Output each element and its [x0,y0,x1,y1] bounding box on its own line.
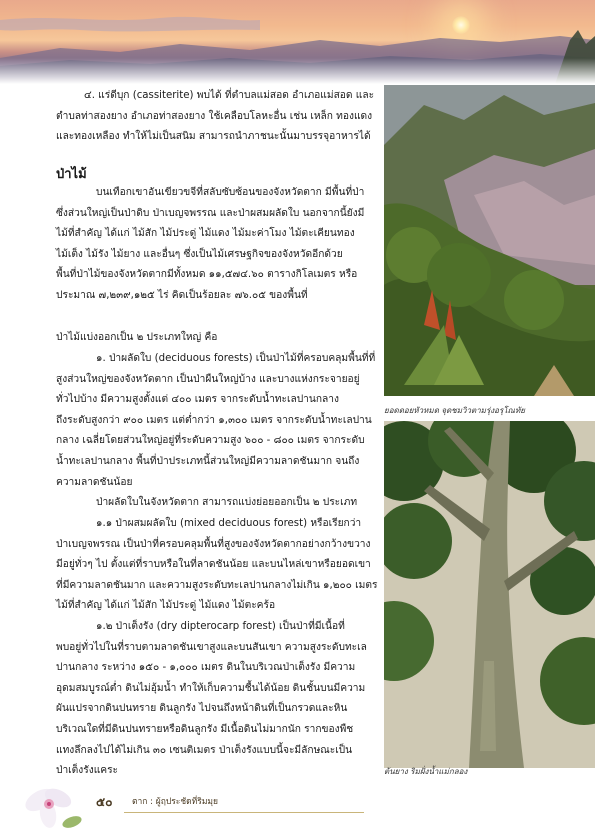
mountain-photo-art [384,85,595,396]
text-line: และทองเหลือง ทำให้ไม่เป็นสนิม สามารถนำภาชนะนั้นมาบรรจุอาหารได้ [56,131,371,143]
text-line: ถึงระดับสูงกว่า ๙๐๐ เมตร แต่ต่ำกว่า ๑,๓๐๐ เมตร จากระดับน้ำทะเลปาน [56,414,372,426]
text-line: ป่าเต็งรังแคระ [56,765,119,777]
orchid-decoration [0,770,595,836]
bottom-photo-caption: ต้นยาง ริมฝั่งน้ำแม่กลอง [384,767,468,776]
text-line: ที่มีความลาดชันมาก และความสูงระดับทะเลปานกลางไม่เกิน ๑,๒๐๐ เมตร [56,579,378,591]
text-line: ๑. ป่าผลัดใบ (deciduous forests) เป็นป่าไม้ที่ครอบคลุมพื้นที่ที่ [96,353,376,364]
mixed-deciduous-paragraph [56,514,378,617]
text-line: ๑.๑ ป่าผสมผลัดใบ (mixed deciduous forest) หรือเรียกว่า [96,518,362,529]
text-line: ป่าเบญจพรรณ เป็นป่าที่ครอบคลุมพื้นที่สูงของจังหวัดตากอย่างกว้างขวาง [56,538,371,550]
text-line: ตำบลท่าสองยาง อำเภอท่าสองยาง ใช้เคลือบโลหะอื่น เช่น เหล็ก ทองแดง [56,110,373,122]
text-line: ประมาณ ๗,๒๓๙,๑๒๕ ไร่ คิดเป็นร้อยละ ๗๖.๐๕ ของพื้นที่ [56,289,308,301]
section-title: ป่าไม้ [56,167,87,182]
text-line: ความลาดชันน้อย [56,476,133,488]
text-line: พบอยู่ทั่วไปในที่ราบตามลาดชันเขาสูงและบนสันเขา ความสูงระดับทะเล [56,641,367,653]
footer-title: ตาก : ผู้ฤประชัดที่ริมมุย [132,797,219,807]
forest-paragraph [56,183,370,307]
text-line: แทงลึกลงไปได้ไม่เกิน ๓๐ เซนติเมตร ป่าเต็งรังแบบนี้จะมีลักษณะเป็น [56,744,353,756]
text-line: ๑.๒ ป่าเต็งรัง (dry dipterocarp forest) เป็นป่าที่มีเนื้อที่ [96,621,345,632]
text-line: ไม้เต็ง ไม้รัง ไม้ยาง และอื่นๆ ซึ่งเป็นไม้เศรษฐกิจของจังหวัดอีกด้วย [56,248,343,260]
text-line: ป่าไม้แบ่งออกเป็น ๒ ประเภทใหญ่ คือ [56,332,218,343]
page-number: ๕๐ [96,795,113,809]
subtypes-intro [56,493,370,514]
deciduous-paragraph [56,349,376,493]
header-banner [0,0,595,84]
text-line: ไม้ที่สำคัญ ได้แก่ ไม้สัก ไม้ประดู่ ไม้แดง ไม้มะค่าโมง ไม้ตะเคียนทอง [56,228,355,240]
dipterocarp-paragraph [56,617,370,782]
tree-photo-art [384,421,595,768]
text-line: น้ำทะเลปานกลาง พื้นที่ป่าประเภทนี้ส่วนใหญ่มีความลาดชันมาก จนถึง [56,455,360,467]
text-line: ปานกลาง ระหว่าง ๑๕๐ - ๑,๐๐๐ เมตร ดินในบริเวณป่าเต็งรัง มีความ [56,662,356,674]
text-line: ผันแปรจากดินปนทราย ดินลูกรัง ไปจนถึงหน้าดินที่เป็นกรวดและหิน [56,703,348,715]
text-line: ไม้ที่สำคัญ ได้แก่ ไม้สัก ไม้ประดู่ ไม้แดง ไม้ตะคร้อ [56,600,276,612]
top-photo-caption: ยอดดอยหัวหมด จุดชมวิวตามรุ่งอรุโณทัย [384,406,525,415]
mountain-photo [384,85,595,396]
tree-photo [384,421,595,768]
text-line: บนเทือกเขาอันเขียวขจีที่สลับซับซ้อนของจังหวัดตาก มีพื้นที่ป่า [96,187,365,198]
text-line: บริเวณใดที่มีดินปนทรายหรือดินลูกรัง มีเนื้อดินไม่มากนัก รากของพืช [56,723,354,735]
banner-fade [0,58,595,84]
text-line: พื้นที่ป่าไม้ของจังหวัดตากมีทั้งหมด ๑๑,๕๗๔.๖๐ ตารางกิโลเมตร หรือ [56,269,358,281]
text-line: อุดมสมบูรณ์ต่ำ ดินไม่อุ้มน้ำ ทำให้เก็บความชื้นได้น้อย ดินชั้นบนมีความ [56,682,366,694]
text-line: ป่าผลัดใบในจังหวัดตาก สามารถแบ่งย่อยออกเป็น ๒ ประเภท [96,497,358,508]
text-line: ทั่วไปบ้าง มีความสูงตั้งแต่ ๔๐๐ เมตร จากระดับน้ำทะเลปานกลาง [56,394,339,406]
text-line: กลาง เฉลี่ยโดยส่วนใหญ่อยู่ที่ระดับความสูง ๖๐๐ - ๘๐๐ เมตร จากระดับ [56,435,365,447]
footer-rule [124,812,364,813]
text-line: ซึ่งส่วนใหญ่เป็นป่าดิบ ป่าเบญจพรรณ และป่าผสมผลัดใบ นอกจากนี้ยังมี [56,207,365,219]
tin-paragraph [56,86,375,148]
text-line: สูงส่วนใหญ่ของจังหวัดตาก เป็นป่าผืนใหญ่บ้าง และบางแห่งกระจายอยู่ [56,373,360,385]
text-line: มีอยู่ทั่วๆ ไป ตั้งแต่ที่ราบหรือในที่ลาดชันน้อย และบนไหล่เขาหรือยอดเขา [56,559,371,571]
forest-types-intro [56,328,370,349]
text-line: ๔. แร่ดีบุก (cassiterite) พบได้ ที่ตำบลแม่สอด อำเภอแม่สอด และ [84,90,375,101]
